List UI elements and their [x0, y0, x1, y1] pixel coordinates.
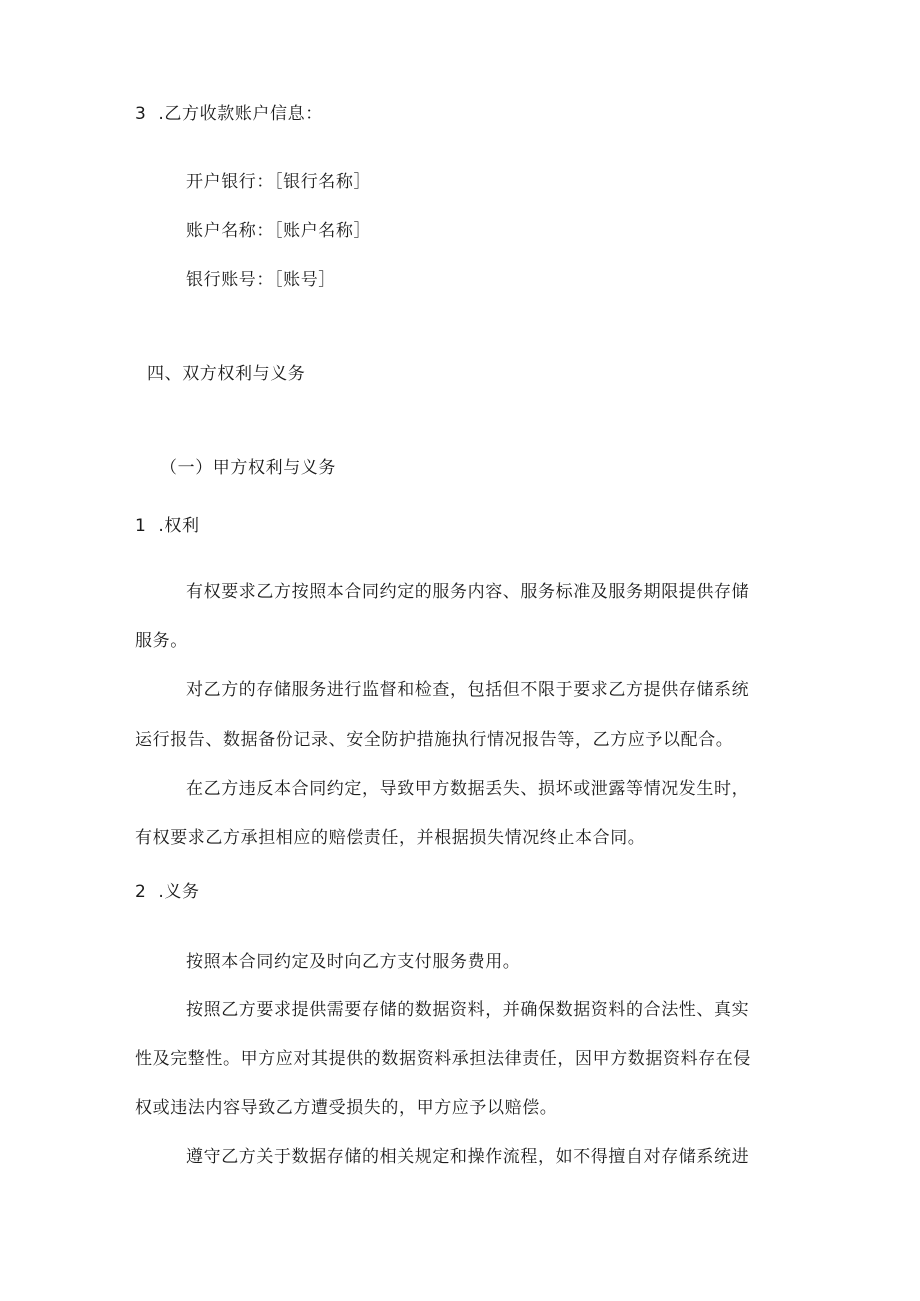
- rights-paragraph-2-line-2: 运行报告、数据备份记录、安全防护措施执行情况报告等，乙方应予以配合。: [135, 730, 734, 750]
- duties-title: .义务: [158, 882, 200, 902]
- account-number-value: ［账号］: [274, 270, 336, 290]
- section-3-heading: [135, 102, 323, 126]
- account-number-label: 银行账号：: [186, 270, 274, 290]
- rights-number: 1: [135, 516, 147, 536]
- account-name-row: [186, 219, 371, 243]
- rights-paragraph-3-line-2: 有权要求乙方承担相应的赔偿责任，并根据损失情况终止本合同。: [135, 828, 646, 848]
- duties-paragraph-1-line-1: 按照本合同约定及时向乙方支付服务费用。: [186, 952, 521, 972]
- rights-paragraph-1-line-2: 服务。: [135, 631, 188, 651]
- bank-name-row: [186, 170, 371, 194]
- account-name-value: ［账户名称］: [274, 221, 372, 241]
- rights-title: .权利: [158, 516, 200, 536]
- rights-paragraph-1-line-1: 有权要求乙方按照本合同约定的服务内容、服务标准及服务期限提供存储: [186, 582, 750, 602]
- duties-paragraph-2-line-2: 性及完整性。甲方应对其提供的数据资料承担法律责任，因甲方数据资料存在侵: [135, 1049, 751, 1069]
- duties-number: 2: [135, 882, 147, 902]
- duties-paragraph-2-line-3: 权或违法内容导致乙方遭受损失的，甲方应予以赔偿。: [135, 1098, 558, 1118]
- duties-paragraph-3-line-1: 遵守乙方关于数据存储的相关规定和操作流程，如不得擅自对存储系统进: [186, 1147, 750, 1167]
- duties-paragraph-2-line-1: 按照乙方要求提供需要存储的数据资料，并确保数据资料的合法性、真实: [186, 1000, 750, 1020]
- section-4-heading: 四、双方权利与义务: [147, 364, 306, 384]
- section-number: 3: [135, 104, 147, 124]
- bank-name-label: 开户银行：: [186, 172, 274, 192]
- subsection-heading: （一）甲方权利与义务: [160, 458, 336, 478]
- duties-heading: [135, 880, 200, 904]
- account-number-row: [186, 268, 336, 292]
- rights-paragraph-2-line-1: 对乙方的存储服务进行监督和检查，包括但不限于要求乙方提供存储系统: [186, 680, 750, 700]
- bank-name-value: ［银行名称］: [274, 172, 372, 192]
- section-title: .乙方收款账户信息：: [158, 104, 323, 124]
- rights-paragraph-3-line-1: 在乙方违反本合同约定，导致甲方数据丢失、损坏或泄露等情况发生时，: [186, 779, 750, 799]
- account-name-label: 账户名称：: [186, 221, 274, 241]
- rights-heading: [135, 514, 200, 538]
